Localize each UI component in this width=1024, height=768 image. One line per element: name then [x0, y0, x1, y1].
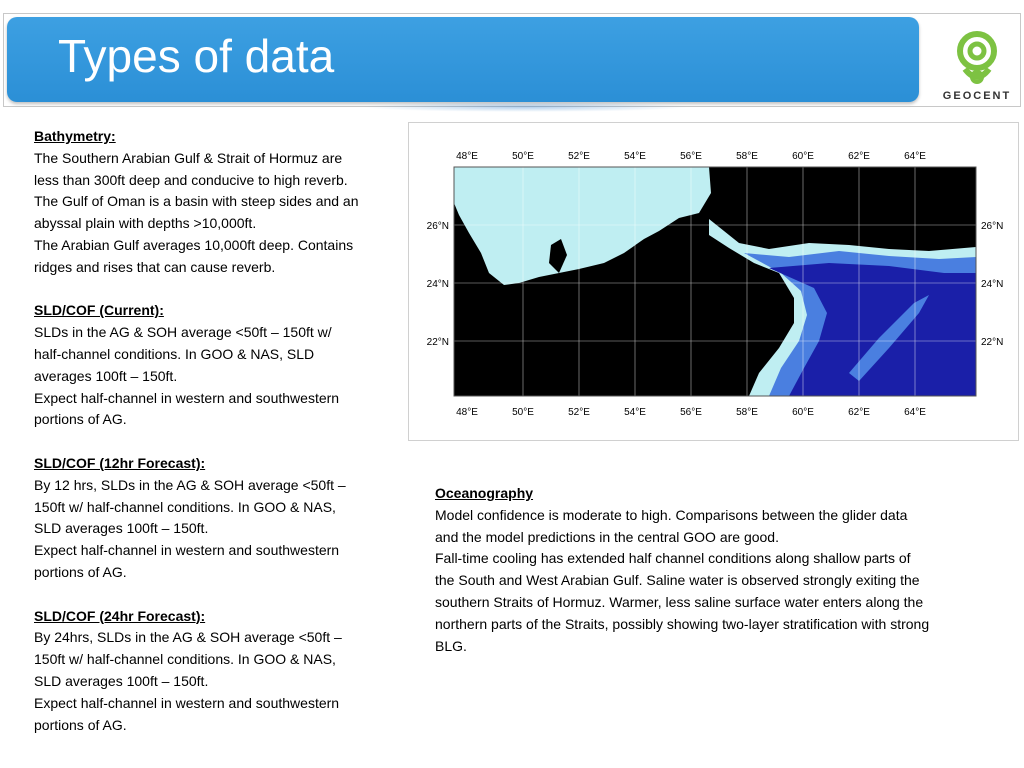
bathymetry-section: [34, 126, 402, 279]
lat-label-left: 22°N: [426, 337, 449, 348]
bathymetry-map: [409, 123, 1020, 442]
text-line: The Gulf of Oman is a basin with steep sides and an: [34, 193, 359, 210]
text-line: averages 100ft – 150ft.: [34, 367, 178, 384]
title-shadow: [360, 102, 690, 112]
sld-12hr-section: [34, 453, 402, 584]
text-line: Expect half-channel in western and southwestern: [34, 542, 340, 559]
bathymetry-map-frame: [408, 122, 1019, 441]
lon-label-bottom: 62°E: [848, 407, 870, 418]
text-line: less than 300ft deep and conducive to high reverb.: [34, 171, 348, 188]
lon-label-top: 60°E: [792, 151, 814, 162]
lat-label-right: 24°N: [981, 279, 1004, 290]
sld-current-section: [34, 300, 402, 431]
text-line: 150ft w/ half-channel conditions. In GOO & NAS,: [34, 651, 336, 668]
lon-label-bottom: 50°E: [512, 407, 534, 418]
bathymetry-heading: Bathymetry:: [34, 128, 116, 144]
oceanography-heading: Oceanography: [435, 485, 534, 501]
text-line: SLD averages 100ft – 150ft.: [34, 672, 209, 689]
lat-label-left: 24°N: [426, 279, 449, 290]
text-line: The Southern Arabian Gulf & Strait of Hormuz are: [34, 149, 343, 166]
lon-label-bottom: 54°E: [624, 407, 646, 418]
lon-label-top: 52°E: [568, 151, 590, 162]
lon-label-bottom: 58°E: [736, 407, 758, 418]
lon-label-top: 56°E: [680, 151, 702, 162]
left-column: [34, 126, 402, 736]
lat-label-right: 26°N: [981, 221, 1004, 232]
text-line: portions of AG.: [34, 563, 127, 580]
text-line: the South and West Arabian Gulf. Saline water is observed strongly exiting the: [435, 572, 920, 589]
lon-label-bottom: 56°E: [680, 407, 702, 418]
text-line: The Arabian Gulf averages 10,000ft deep. Contains: [34, 236, 354, 253]
text-line: Model confidence is moderate to high. Comparisons between the glider data: [435, 506, 908, 523]
logo-text: GEOCENT: [942, 90, 1012, 102]
lat-label-right: 22°N: [981, 337, 1004, 348]
sld-24hr-section: [34, 606, 402, 737]
lon-label-bottom: 60°E: [792, 407, 814, 418]
text-line: SLD averages 100ft – 150ft.: [34, 520, 209, 537]
lon-label-bottom: 64°E: [904, 407, 926, 418]
text-line: By 12 hrs, SLDs in the AG & SOH average <50ft –: [34, 476, 346, 493]
text-line: Expect half-channel in western and southwestern: [34, 389, 340, 406]
lon-label-bottom: 52°E: [568, 407, 590, 418]
text-line: northern parts of the Straits, possibly showing two-layer stratification with strong: [435, 615, 930, 632]
text-line: 150ft w/ half-channel conditions. In GOO & NAS,: [34, 498, 336, 515]
text-line: By 24hrs, SLDs in the AG & SOH average <50ft –: [34, 629, 342, 646]
lon-label-top: 48°E: [456, 151, 478, 162]
text-line: Expect half-channel in western and southwestern: [34, 694, 340, 711]
text-line: abyssal plain with depths >10,000ft.: [34, 215, 257, 232]
text-line: Fall-time cooling has extended half channel conditions along shallow parts of: [435, 550, 911, 567]
text-line: BLG.: [435, 637, 467, 654]
lon-label-top: 64°E: [904, 151, 926, 162]
lon-label-top: 54°E: [624, 151, 646, 162]
map-plot-area: [454, 167, 976, 396]
text-line: and the model predictions in the central GOO are good.: [435, 528, 779, 545]
text-line: portions of AG.: [34, 411, 127, 428]
lon-label-top: 50°E: [512, 151, 534, 162]
page-title: Types of data: [58, 30, 335, 82]
sld-current-heading: SLD/COF (Current):: [34, 302, 164, 319]
text-line: half-channel conditions. In GOO & NAS, SLD: [34, 345, 315, 362]
lon-label-bottom: 48°E: [456, 407, 478, 418]
text-line: portions of AG.: [34, 716, 127, 733]
oceanography-section: [435, 483, 995, 657]
lon-label-top: 62°E: [848, 151, 870, 162]
sld-12hr-heading: SLD/COF (12hr Forecast):: [34, 454, 206, 471]
text-line: ridges and rises that can cause reverb.: [34, 258, 276, 275]
lat-label-left: 26°N: [426, 221, 449, 232]
text-line: southern Straits of Hormuz. Warmer, less saline surface water enters along the: [435, 593, 924, 610]
text-line: SLDs in the AG & SOH average <50ft – 150ft w/: [34, 324, 332, 341]
lon-label-top: 58°E: [736, 151, 758, 162]
sld-24hr-heading: SLD/COF (24hr Forecast):: [34, 607, 206, 624]
